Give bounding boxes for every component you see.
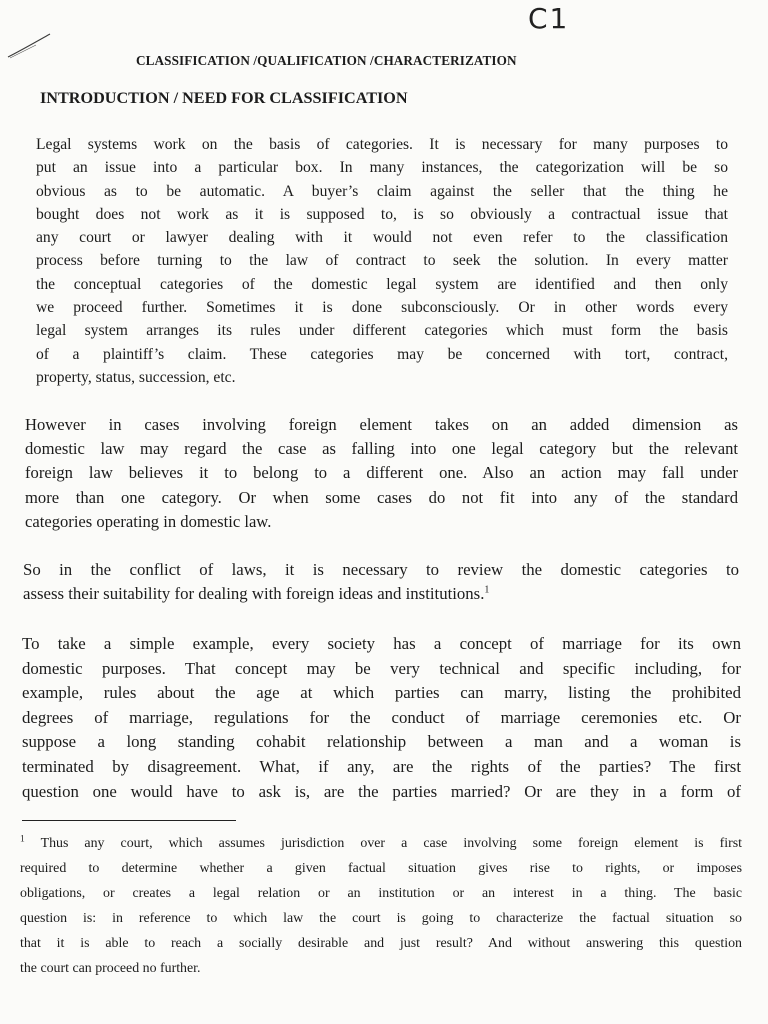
footnote-line: required to determine whether a given factual situation gives rise to rights, or imposes: [20, 860, 742, 876]
footnote-line: question is: in reference to which law the court is going to characterize the factual situation so: [20, 910, 742, 926]
footnote-reference: 1: [484, 584, 490, 596]
section-heading: INTRODUCTION / NEED FOR CLASSIFICATION: [40, 89, 408, 107]
footnote-line-content: Thus any court, which assumes jurisdiction over a case involving some foreign element is first: [40, 836, 742, 851]
text-line: domestic law may regard the case as falling into one legal category but the relevant: [25, 439, 738, 459]
page-mark: C1: [528, 2, 570, 35]
text-line: example, rules about the age at which parties can marry, listing the prohibited: [22, 683, 741, 703]
text-line: any court or lawyer dealing with it would not even refer to the classification: [36, 229, 728, 247]
text-line: domestic purposes. That concept may be very technical and specific including, for: [22, 658, 741, 678]
text-line-content: assess their suitability for dealing with foreign ideas and institutions.: [23, 584, 485, 604]
footnote-line: the court can proceed no further.: [20, 960, 201, 976]
paragraph-1: [36, 133, 728, 389]
text-line: To take a simple example, every society has a concept of marriage for its own: [22, 634, 741, 653]
footnote: [20, 832, 742, 981]
text-line: obvious as to be automatic. A buyer’s claim against the seller that the thing he: [36, 182, 728, 200]
footnote-line: obligations, or creates a legal relation or an institution or an interest in a thing. The basic: [20, 885, 742, 901]
text-line: question one would have to ask is, are the parties married? Or are they in a form of: [22, 781, 741, 801]
text-line: So in the conflict of laws, it is necessary to review the domestic categories to: [23, 560, 739, 579]
text-line: property, status, succession, etc.: [36, 368, 236, 386]
paragraph-2: [25, 413, 738, 534]
text-line: Legal systems work on the basis of categories. It is necessary for many purposes to: [36, 136, 728, 153]
text-line: process before turning to the law of contract to seek the solution. In every matter: [36, 252, 728, 270]
text-line: foreign law believes it to belong to a different one. Also an action may fall under: [25, 463, 738, 483]
document-title: CLASSIFICATION /QUALIFICATION /CHARACTERIZATION: [136, 53, 517, 68]
footnote-line: that it is able to reach a socially desirable and just result? And without answering this question: [20, 935, 742, 951]
text-line: of a plaintiff’s claim. These categories may be concerned with tort, contract,: [36, 345, 728, 363]
text-line: categories operating in domestic law.: [25, 511, 272, 531]
text-line: bought does not work as it is supposed to, is so obviously a contractual issue that: [36, 205, 728, 223]
footnote-marker: 1: [20, 834, 25, 845]
text-line: put an issue into a particular box. In many instances, the categorization will be so: [36, 159, 728, 177]
text-line: more than one category. Or when some cases do not fit into any of the standard: [25, 487, 738, 507]
text-line: However in cases involving foreign element takes on an added dimension as: [25, 415, 738, 434]
text-line: degrees of marriage, regulations for the conduct of marriage ceremonies etc. Or: [22, 707, 741, 727]
paragraph-3: [23, 558, 739, 606]
text-line: terminated by disagreement. What, if any, are the rights of the parties? The first: [22, 756, 741, 776]
text-line: [23, 582, 739, 606]
paragraph-4: [22, 632, 741, 804]
text-line: the conceptual categories of the domestic legal system are identified and then only: [36, 275, 728, 293]
footnote-separator: [22, 820, 236, 821]
pencil-stroke-mark: [6, 30, 52, 60]
text-line: legal system arranges its rules under different categories which must form the basis: [36, 322, 728, 340]
text-line: suppose a long standing cohabit relationship between a man and a woman is: [22, 732, 741, 752]
text-line: we proceed further. Sometimes it is done subconsciously. Or in other words every: [36, 299, 728, 317]
footnote-line: [20, 832, 742, 857]
